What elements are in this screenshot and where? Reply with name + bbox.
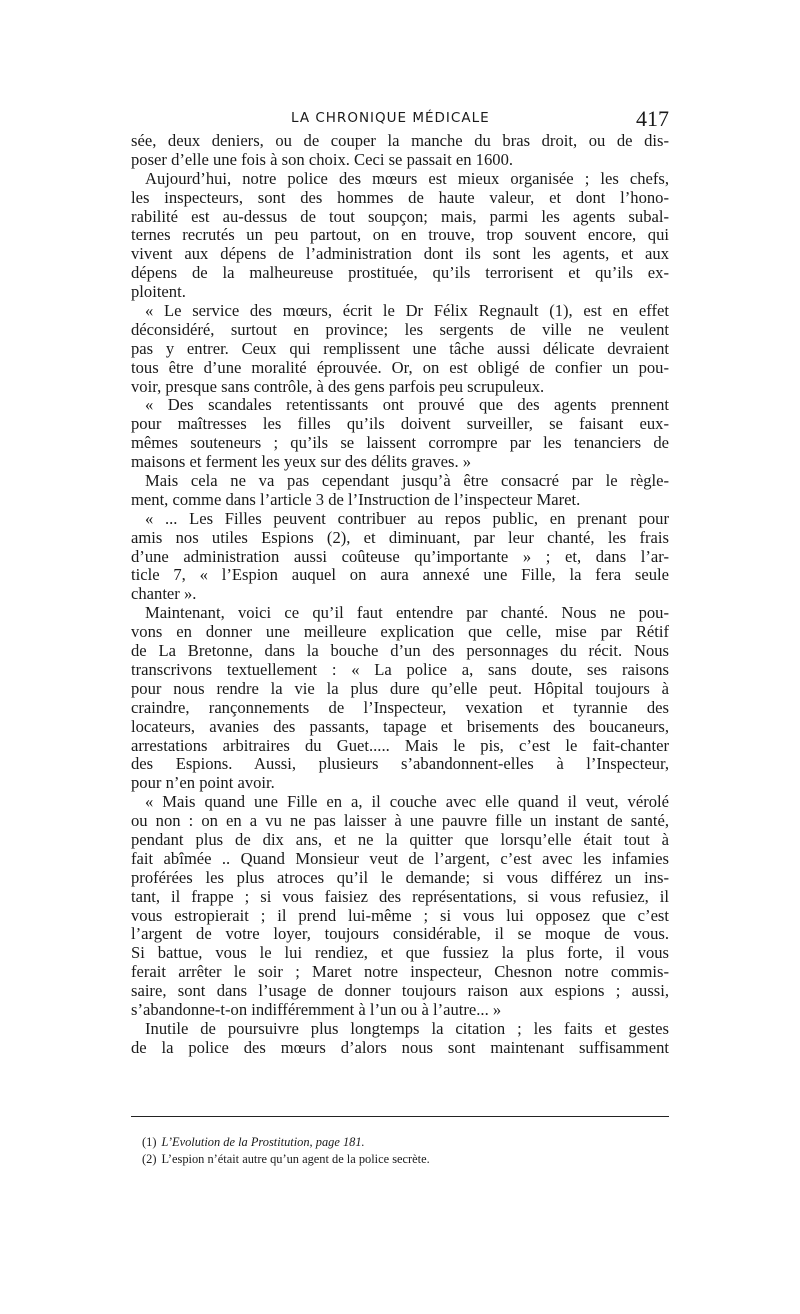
text-line: vivent aux dépens de l’administration dont ils sont les agents, et aux bbox=[131, 244, 669, 264]
text-line: des Espions. Aussi, plusieurs s’abandonnent-elles à l’Inspecteur, bbox=[131, 754, 669, 774]
footnote-2 bbox=[142, 1151, 662, 1168]
text-line: tous être d’une moralité éprouvée. Or, on est obligé de confier un pou- bbox=[131, 357, 669, 377]
text-line: dépens de la malheureuse prostituée, qu’ils terrorisent et qu’ils ex- bbox=[131, 263, 669, 283]
text-line: ferait arrêter le soir ; Maret notre inspecteur, Chesnon notre commis- bbox=[131, 962, 669, 982]
text-line: « Des scandales retentissants ont prouvé que des agents prennent bbox=[145, 395, 669, 415]
text-line: ternes recrutés un peu partout, on en trouve, trop souvent encore, qui bbox=[131, 225, 669, 245]
text-line: pendant plus de dix ans, et ne la quitter que lorsqu’elle était tout à bbox=[131, 829, 669, 849]
text-line: sée, deux deniers, ou de couper la manche du bras droit, ou de dis- bbox=[131, 131, 669, 150]
text-line: poser d’elle une fois à son choix. Ceci se passait en 1600. bbox=[131, 149, 514, 169]
text-line: de la police des mœurs d’alors nous sont maintenant suffisamment bbox=[131, 1037, 669, 1057]
text-line: vons en donner une meilleure explication que celle, mise par Rétif bbox=[131, 622, 669, 642]
text-line: s’abandonne-t-on indifféremment à l’un ou à l’autre... » bbox=[131, 999, 502, 1019]
footnotes bbox=[142, 1134, 662, 1168]
text-line: « Mais quand une Fille en a, il couche avec elle quand il veut, vérolé bbox=[145, 792, 669, 812]
footnote-text: L’Evolution de la Prostitution, page 181. bbox=[161, 1135, 365, 1149]
footnote-1 bbox=[142, 1134, 662, 1151]
page-number: 417 bbox=[636, 106, 669, 131]
text-line: Si battue, vous le lui rendiez, et que fussiez la plus forte, il vous bbox=[131, 943, 669, 963]
text-line: proférées les plus atroces qu’il le demande; si vous différez un ins- bbox=[131, 867, 669, 887]
text-line: chanter ». bbox=[131, 584, 197, 604]
text-line: pour maîtresses les filles qu’ils doivent surveiller, se faisant eux- bbox=[131, 414, 669, 434]
text-line: « Le service des mœurs, écrit le Dr Félix Regnault (1), est en effet bbox=[145, 301, 669, 321]
text-line: les inspecteurs, sont des hommes de haute valeur, et dont l’hono- bbox=[131, 187, 669, 207]
body-text bbox=[131, 132, 669, 1058]
text-line: tant, il frappe ; si vous faisiez des représentations, si vous refusiez, il bbox=[131, 886, 669, 906]
text-line: ploitent. bbox=[131, 282, 186, 302]
text-line: Mais cela ne va pas cependant jusqu’à être consacré par le règle- bbox=[145, 471, 669, 491]
text-line: l’argent de votre loyer, toujours considérable, il se moque de vous. bbox=[131, 924, 669, 944]
footnote-text: L’espion n’était autre qu’un agent de la police secrète. bbox=[161, 1152, 430, 1166]
text-line: Aujourd’hui, notre police des mœurs est mieux organisée ; les chefs, bbox=[145, 168, 669, 188]
running-title: LA CHRONIQUE MÉDICALE bbox=[291, 110, 490, 126]
text-line: maisons et ferment les yeux sur des délits graves. » bbox=[131, 452, 472, 472]
footnote-divider bbox=[131, 1116, 669, 1117]
text-line: Maintenant, voici ce qu’il faut entendre par chanté. Nous ne pou- bbox=[145, 603, 669, 623]
text-line: arrestations arbitraires du Guet..... Mais le pis, c’est le fait-chanter bbox=[131, 735, 669, 755]
text-line: craindre, rançonnements de l’Inspecteur, vexation et tyrannie des bbox=[131, 697, 669, 717]
text-line: pas y entrer. Ceux qui remplissent une tâche aussi délicate devraient bbox=[131, 338, 669, 358]
text-line: d’une administration aussi coûteuse qu’importante » ; et, dans l’ar- bbox=[131, 546, 669, 566]
text-line: pour nous rendre la vie la plus dure qu’elle peut. Hôpital toujours à bbox=[131, 678, 669, 698]
text-line: rabilité est au-dessus de tout soupçon; mais, parmi les agents subal- bbox=[131, 206, 669, 226]
footnote-number: (1) bbox=[142, 1135, 157, 1149]
text-line: locateurs, avanies des passants, tapage et brisements des boucaneurs, bbox=[131, 716, 669, 736]
text-line: Inutile de poursuivre plus longtemps la citation ; les faits et gestes bbox=[145, 1018, 669, 1038]
text-line: ticle 7, « l’Espion auquel on aura annexé une Fille, la fera seule bbox=[131, 565, 669, 585]
text-line: transcrivons textuellement : « La police a, sans doute, ses raisons bbox=[131, 659, 669, 679]
text-line: ment, comme dans l’article 3 de l’Instruction de l’inspecteur Maret. bbox=[131, 489, 581, 509]
text-line: mêmes souteneurs ; qu’ils se laissent corrompre par les tenanciers de bbox=[131, 433, 669, 453]
text-line: voir, presque sans contrôle, à des gens parfois peu scrupuleux. bbox=[131, 376, 545, 396]
text-line: vous estropierait ; il prend lui-même ; si vous lui opposez que c’est bbox=[131, 905, 669, 925]
footnote-number: (2) bbox=[142, 1152, 157, 1166]
text-line: déconsidéré, surtout en province; les sergents de ville ne veulent bbox=[131, 319, 669, 339]
text-line: amis nos utiles Espions (2), et diminuant, par leur chanté, les frais bbox=[131, 527, 669, 547]
text-line: pour n’en point avoir. bbox=[131, 773, 275, 793]
text-line: « ... Les Filles peuvent contribuer au repos public, en prenant pour bbox=[145, 508, 669, 528]
text-line: ou non : on en a vu ne pas laisser à une pauvre fille un instant de santé, bbox=[131, 811, 669, 831]
page-header bbox=[131, 106, 669, 132]
text-line: fait abîmée .. Quand Monsieur veut de l’argent, c’est avec les infamies bbox=[131, 848, 669, 868]
text-line: de La Bretonne, dans la bouche d’un des personnages du récit. Nous bbox=[131, 641, 669, 661]
text-line: saire, sont dans l’usage de donner toujours raison aux espions ; aussi, bbox=[131, 981, 669, 1001]
